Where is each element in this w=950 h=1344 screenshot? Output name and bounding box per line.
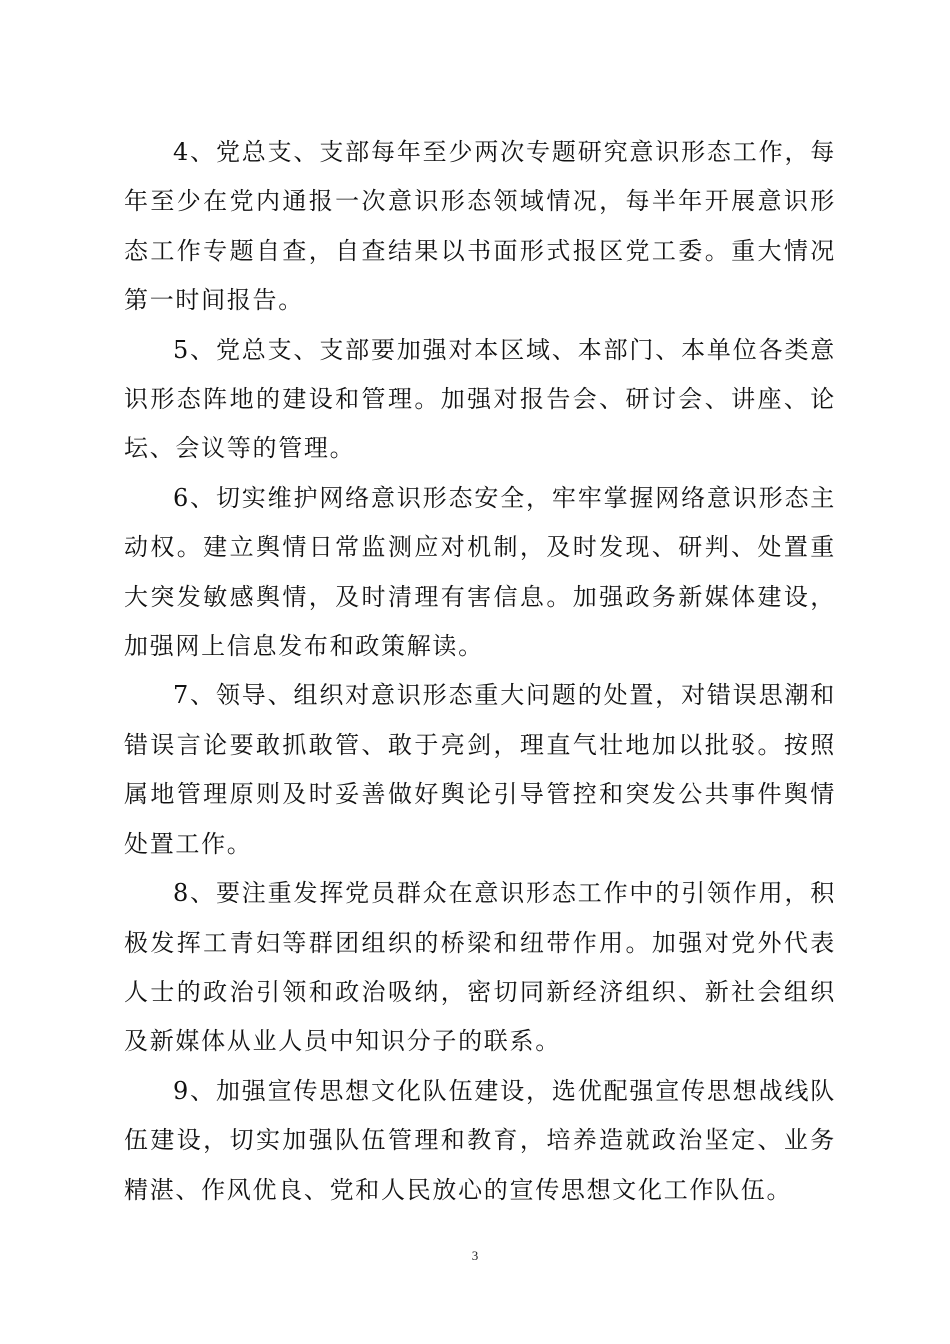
paragraph-item-7: 7、领导、组织对意识形态重大问题的处置，对错误思潮和错误言论要敢抓敢管、敢于亮剑，理直气壮地加以批驳。按照属地管理原则及时妥善做好舆论引导管控和突发公共事件舆情处置工作。 [124,681,836,858]
paragraph-item-5: 5、党总支、支部要加强对本区域、本部门、本单位各类意识形态阵地的建设和管理。加强对报告会、研讨会、讲座、论坛、会议等的管理。 [124,335,836,463]
page-number: 3 [471,1248,479,1263]
paragraph-item-9: 9、加强宣传思想文化队伍建设，选优配强宣传思想战线队伍建设，切实加强队伍管理和教育，培养造就政治坚定、业务精湛、作风优良、党和人民放心的宣传思想文化工作队伍。 [124,1076,836,1204]
paragraph-item-8: 8、要注重发挥党员群众在意识形态工作中的引领作用，积极发挥工青妇等群团组织的桥梁和纽带作用。加强对党外代表人士的政治引领和政治吸纳，密切同新经济组织、新社会组织及新媒体从业人员中知识分子的联系。 [124,879,836,1056]
paragraph-item-4: 4、党总支、支部每年至少两次专题研究意识形态工作，每年至少在党内通报一次意识形态领域情况，每半年开展意识形态工作专题自查，自查结果以书面形式报区党工委。重大情况第一时间报告。 [124,138,836,315]
document-body [124,128,836,1215]
paragraph-item-6: 6、切实维护网络意识形态安全，牢牢掌握网络意识形态主动权。建立舆情日常监测应对机制，及时发现、研判、处置重大突发敏感舆情，及时清理有害信息。加强政务新媒体建设，加强网上信息发布和政策解读。 [124,483,836,661]
